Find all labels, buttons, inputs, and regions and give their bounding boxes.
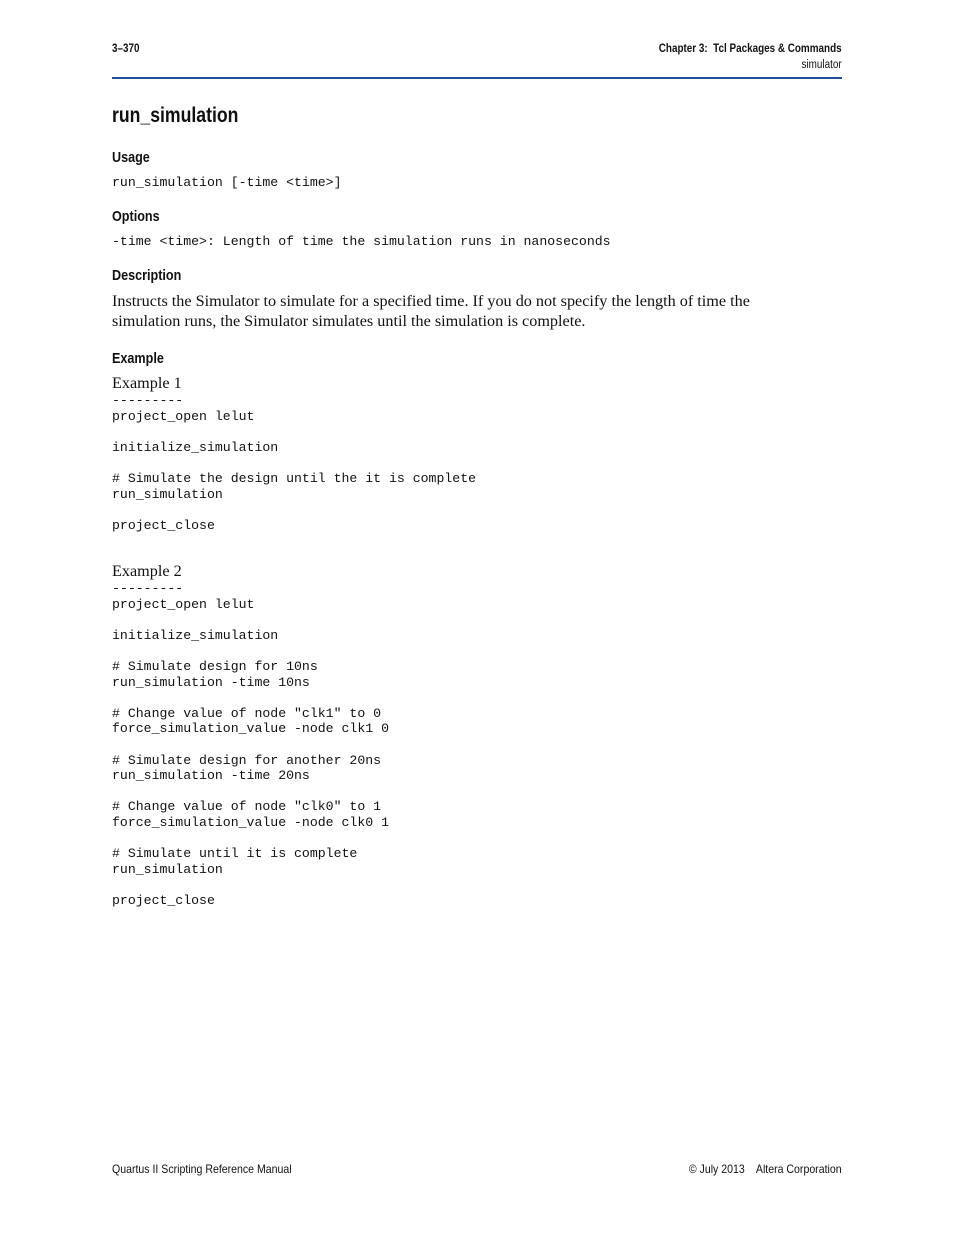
- page-number: 3–370: [112, 43, 140, 55]
- section-name: simulator: [801, 59, 842, 71]
- example-1-label: Example 1: [112, 374, 182, 392]
- page-title: run_simulation: [112, 104, 239, 127]
- example-1-code: --------- project_open lelut initialize_simulation # Simulate the design until the it is complete run_simulation project_close: [112, 393, 477, 533]
- example-heading: Example: [112, 350, 164, 367]
- description-heading: Description: [112, 267, 182, 284]
- usage-code: run_simulation [-time <time>]: [112, 175, 342, 190]
- chapter-title: Chapter 3: Tcl Packages & Commands: [659, 43, 842, 55]
- options-code: -time <time>: Length of time the simulation runs in nanoseconds: [112, 234, 611, 249]
- example-2-code: --------- project_open lelut initialize_simulation # Simulate design for 10ns run_simulation -time 10ns # Change value of node "clk1" to 0 force_simulation_value -node clk1 0 # Simulate design for another 20ns run_simulation -time 20ns # Change value of node "clk0" to 1 force_simulation_value -node clk0 1 # Simulate until it is complete run_simulation project_close: [112, 581, 389, 908]
- footer-manual-title: Quartus II Scripting Reference Manual: [112, 1162, 292, 1176]
- header-rule: [112, 77, 842, 79]
- footer-copyright: © July 2013 Altera Corporation: [689, 1162, 842, 1176]
- example-2-label: Example 2: [112, 562, 182, 580]
- description-text: Instructs the Simulator to simulate for a specified time. If you do not specify the length of time the simulation runs, the Simulator simulates until the simulation is complete.: [112, 292, 750, 330]
- usage-heading: Usage: [112, 149, 150, 166]
- options-heading: Options: [112, 208, 160, 225]
